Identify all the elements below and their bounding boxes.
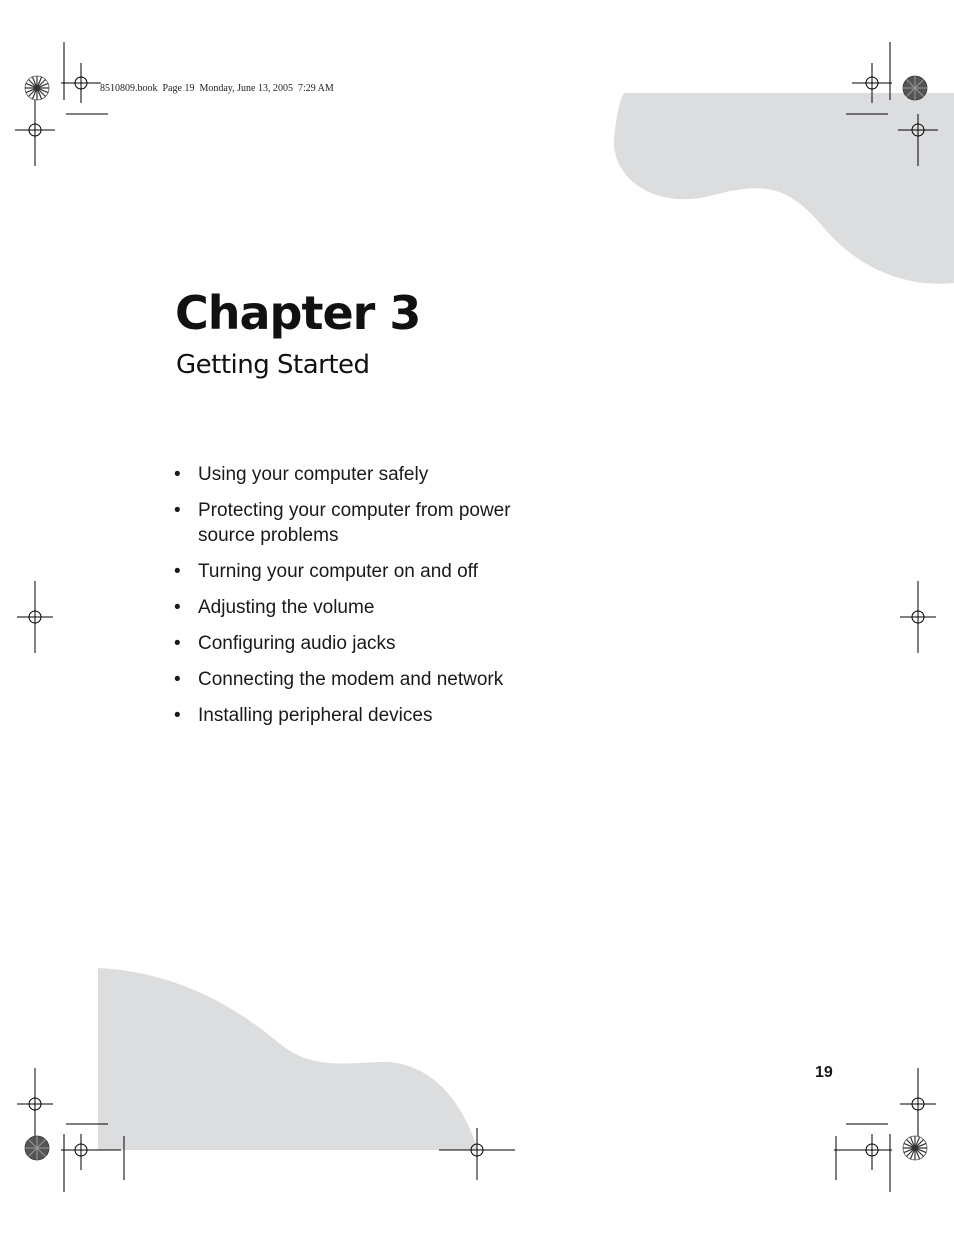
topic-text: Connecting the modem and network bbox=[198, 669, 504, 690]
starburst-icon bbox=[903, 1136, 927, 1160]
chapter-topics-list bbox=[174, 462, 534, 739]
list-item bbox=[174, 498, 534, 548]
list-item bbox=[174, 703, 534, 728]
list-item bbox=[174, 462, 534, 487]
bullet-icon: • bbox=[174, 633, 181, 654]
topic-text: Using your computer safely bbox=[198, 464, 429, 485]
bullet-icon: • bbox=[174, 705, 181, 726]
topic-text: Turning your computer on and off bbox=[198, 561, 478, 582]
print-slug-header: 8510809.book Page 19 Monday, June 13, 2005 7:29 AM bbox=[100, 83, 334, 94]
chapter-subtitle: Getting Started bbox=[176, 350, 370, 380]
list-item bbox=[174, 631, 534, 656]
list-item bbox=[174, 559, 534, 584]
starburst-icon bbox=[25, 1136, 49, 1160]
bullet-icon: • bbox=[174, 669, 181, 690]
bullet-icon: • bbox=[174, 500, 181, 521]
topic-text: Adjusting the volume bbox=[198, 597, 375, 618]
chapter-title: Chapter 3 bbox=[175, 286, 421, 340]
list-item bbox=[174, 595, 534, 620]
list-item bbox=[174, 667, 534, 692]
starburst-icon bbox=[25, 76, 49, 100]
bullet-icon: • bbox=[174, 561, 181, 582]
page-number: 19 bbox=[815, 1064, 833, 1081]
starburst-icon bbox=[903, 76, 927, 100]
topic-text: Protecting your computer from power source problems bbox=[198, 500, 511, 546]
bullet-icon: • bbox=[174, 597, 181, 618]
topic-text: Installing peripheral devices bbox=[198, 705, 433, 726]
bullet-icon: • bbox=[174, 464, 181, 485]
topic-text: Configuring audio jacks bbox=[198, 633, 396, 654]
